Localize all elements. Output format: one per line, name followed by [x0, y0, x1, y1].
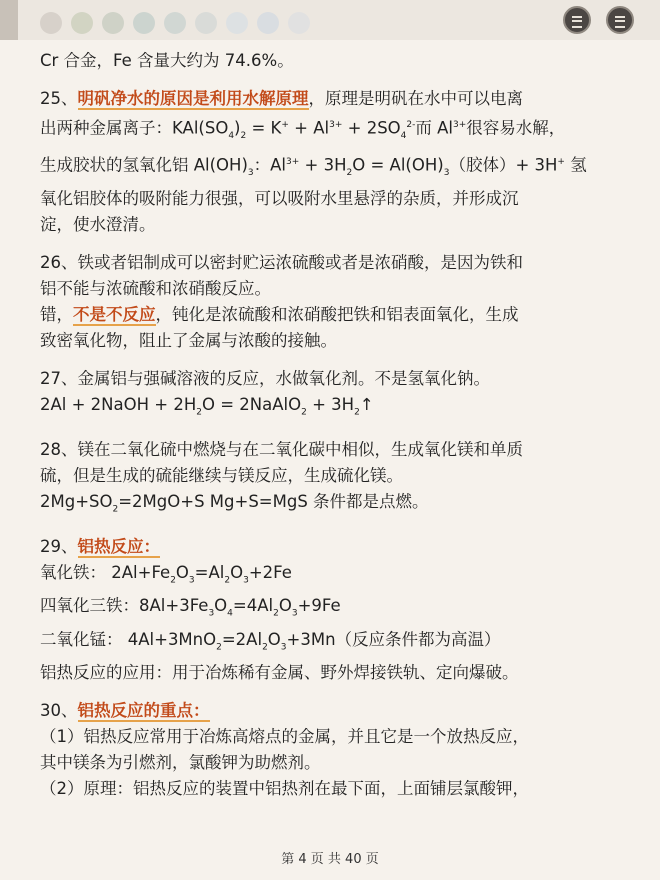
text-line: Cr 合金，Fe 含量大约为 74.6%。 [40, 51, 294, 70]
list-icon[interactable] [606, 6, 634, 34]
color-dot[interactable] [164, 12, 186, 34]
color-dot[interactable] [102, 12, 124, 34]
highlight-30: 铝热反应的重点： [77, 701, 210, 721]
highlight-25: 明矾净水的原因是利用水解原理 [77, 89, 309, 108]
page-number: 第 4 页 共 40 页 [281, 852, 379, 867]
text-line: 致密氧化物，阻止了金属与浓酸的接触。 [40, 330, 337, 350]
text-line: 27、金属铝与强碱溶液的反应，水做氧化剂。不是氢氧化钠。 [40, 368, 490, 388]
text-line: 氧化铝胶体的吸附能力很强，可以吸附水里悬浮的杂质，并形成沉 [40, 188, 519, 208]
color-dot[interactable] [195, 12, 217, 34]
color-dots [40, 12, 310, 34]
text-line: 错，不是不反应，钝化是浓硫酸和浓硝酸把铁和铝表面氧化，生成 [40, 304, 519, 324]
text-line: 28、镁在二氧化硫中燃烧与在二氧化碳中相似，生成氧化镁和单质 [40, 439, 523, 459]
highlight-26: 不是不反应 [73, 304, 156, 324]
menu-icon[interactable] [563, 6, 591, 34]
text-line: 铝热反应的应用：用于冶炼稀有金属、野外焊接铁轨、定向爆破。 [40, 663, 519, 683]
color-dot[interactable] [133, 12, 155, 34]
item-30-title: 30、铝热反应的重点： [40, 701, 210, 721]
color-dot[interactable] [71, 12, 93, 34]
top-toolbar [0, 0, 660, 40]
equation: 氧化铁： $2Al+Fe_2O_3=Al_2O_3+2Fe$ [40, 563, 292, 586]
text-line: 出两种金属离子：$KAl(SO_4)_2 = K^+ + Al^{3+} + 2SO_4^{2-}$而 $Al^{3+}$很容易水解， [40, 118, 566, 141]
corner-tab [0, 0, 18, 40]
text-line: 淀，使水澄清。 [40, 214, 156, 234]
color-dot[interactable] [40, 12, 62, 34]
equation: $2Mg+SO_2=2MgO+S$ Mg+S=MgS 条件都是点燃。 [40, 491, 429, 515]
text-line: 生成胶状的氢氧化铝 $Al(OH)_3$：$Al^{3+} + 3H_2O = Al(OH)_3$（胶体）+ 3H+ 氢 [40, 155, 587, 178]
item-29-title: 29、铝热反应： [40, 537, 160, 557]
color-dot[interactable] [288, 12, 310, 34]
document-body [40, 48, 632, 802]
color-dot[interactable] [257, 12, 279, 34]
text-line: （1）铝热反应常用于冶炼高熔点的金属，并且它是一个放热反应， [40, 727, 529, 747]
text-line: 其中镁条为引燃剂，氯酸钾为助燃剂。 [40, 753, 321, 773]
equation: 四氧化三铁：$8Al+3Fe_3O_4=4Al_2O_3+9Fe$ [40, 596, 341, 619]
item-25-title: 25、明矾净水的原因是利用水解原理，原理是明矾在水中可以电离 [40, 89, 523, 108]
equation: 2Al + 2NaOH + $2H_2O$ = 2NaAlO$_2$ + $3H_2↑$ [40, 394, 374, 417]
color-dot[interactable] [226, 12, 248, 34]
text-line: （2）原理：铝热反应的装置中铝热剂在最下面，上面铺层氯酸钾， [40, 779, 529, 799]
equation: 二氧化锰： $4Al+3MnO_2=2Al_2O_3+3Mn$（反应条件都为高温） [40, 629, 501, 653]
highlight-29: 铝热反应： [77, 537, 160, 557]
text-line: 铝不能与浓硫酸和浓硝酸反应。 [40, 278, 271, 298]
text-line: 26、铁或者铝制成可以密封贮运浓硫酸或者是浓硝酸，是因为铁和 [40, 252, 523, 272]
text-line: 硫，但是生成的硫能继续与镁反应，生成硫化镁。 [40, 465, 403, 485]
